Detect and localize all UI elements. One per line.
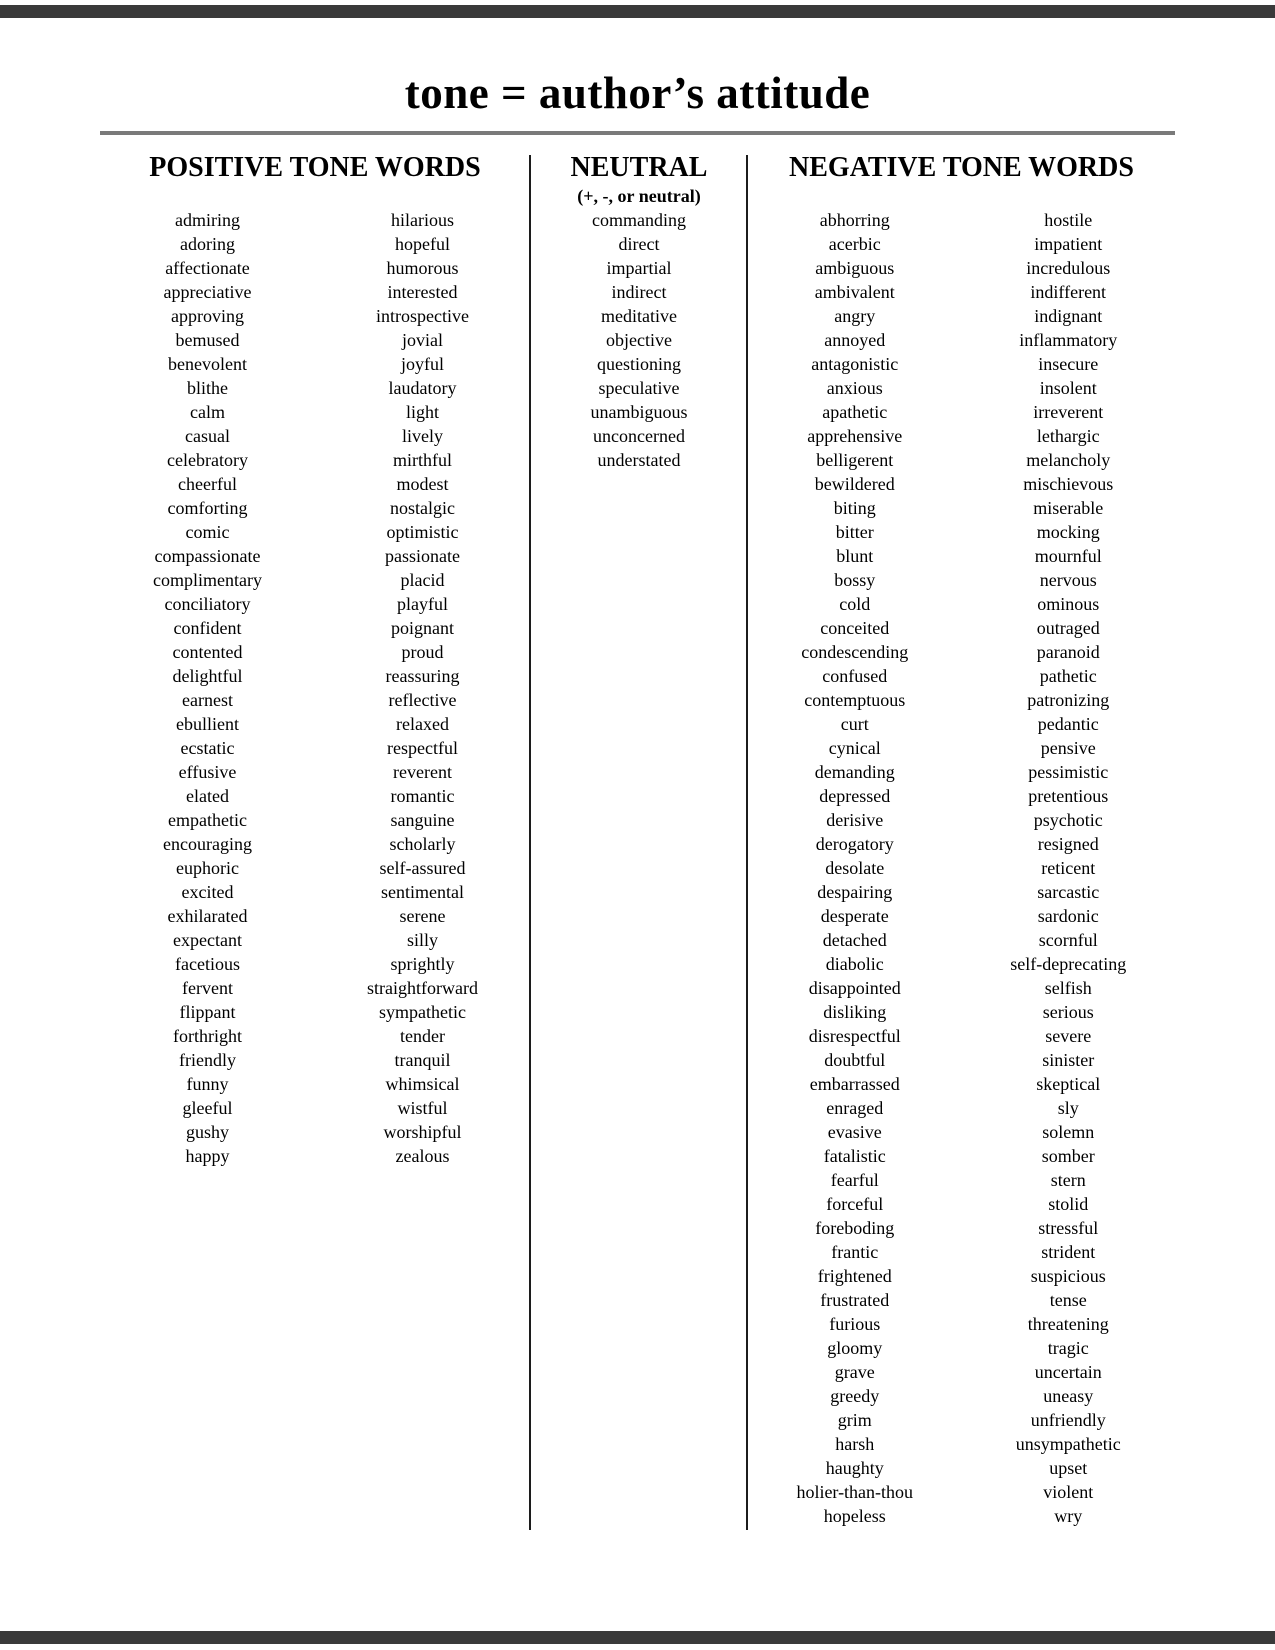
word-item: belligerent xyxy=(816,450,894,470)
word-item: threatening xyxy=(1027,1314,1109,1334)
word-item: gushy xyxy=(185,1122,229,1142)
word-item: unsympathetic xyxy=(1015,1434,1121,1454)
word-item: inflammatory xyxy=(1019,330,1118,350)
word-item: hilarious xyxy=(391,210,454,230)
word-item: light xyxy=(405,402,439,422)
word-item: disliking xyxy=(823,1002,887,1022)
word-item: severe xyxy=(1045,1026,1092,1046)
word-item: diabolic xyxy=(825,954,884,974)
word-item: pedantic xyxy=(1037,714,1099,734)
word-item: respectful xyxy=(387,738,458,758)
word-item: ambivalent xyxy=(814,282,895,302)
word-item: pessimistic xyxy=(1028,762,1109,782)
word-item: forceful xyxy=(826,1194,884,1214)
word-item: desolate xyxy=(825,858,885,878)
word-item: understated xyxy=(597,450,681,470)
word-item: depressed xyxy=(819,786,891,806)
word-item: mocking xyxy=(1036,522,1100,542)
word-item: questioning xyxy=(597,354,681,374)
word-item: impartial xyxy=(606,258,672,278)
word-item: ecstatic xyxy=(180,738,235,758)
word-item: enraged xyxy=(826,1098,884,1118)
word-item: nervous xyxy=(1039,570,1097,590)
word-item: gleeful xyxy=(182,1098,233,1118)
word-item: bewildered xyxy=(814,474,895,494)
word-item: stressful xyxy=(1038,1218,1099,1238)
word-item: commanding xyxy=(592,210,686,230)
word-item: sympathetic xyxy=(379,1002,466,1022)
word-item: ambiguous xyxy=(815,258,895,278)
word-item: adoring xyxy=(180,234,235,254)
word-item: acerbic xyxy=(828,234,881,254)
positive-word-column-2 xyxy=(315,208,530,1168)
word-item: somber xyxy=(1041,1146,1095,1166)
word-item: confident xyxy=(173,618,242,638)
word-item: outraged xyxy=(1036,618,1100,638)
word-item: stern xyxy=(1050,1170,1086,1190)
word-item: cold xyxy=(839,594,871,614)
word-item: uncertain xyxy=(1034,1362,1102,1382)
word-item: optimistic xyxy=(386,522,459,542)
word-item: antagonistic xyxy=(811,354,899,374)
word-item: indignant xyxy=(1034,306,1103,326)
word-item: mischievous xyxy=(1023,474,1114,494)
word-item: interested xyxy=(387,282,458,302)
word-item: tender xyxy=(400,1026,445,1046)
word-item: serious xyxy=(1042,1002,1094,1022)
word-item: disappointed xyxy=(808,978,901,998)
word-item: laudatory xyxy=(388,378,457,398)
section-divider-right xyxy=(746,155,748,1530)
word-item: pretentious xyxy=(1028,786,1109,806)
word-item: hopeless xyxy=(823,1506,886,1526)
word-item: hostile xyxy=(1044,210,1093,230)
word-item: ebullient xyxy=(176,714,239,734)
word-item: pathetic xyxy=(1039,666,1097,686)
word-item: mirthful xyxy=(393,450,452,470)
word-item: relaxed xyxy=(396,714,449,734)
word-item: wistful xyxy=(397,1098,448,1118)
word-item: effusive xyxy=(178,762,237,782)
negative-word-columns xyxy=(748,208,1175,1528)
word-item: passionate xyxy=(385,546,460,566)
word-item: blunt xyxy=(836,546,874,566)
word-item: gloomy xyxy=(827,1338,883,1358)
positive-word-column-1 xyxy=(100,208,315,1168)
word-item: elated xyxy=(186,786,229,806)
word-item: whimsical xyxy=(385,1074,460,1094)
word-item: empathetic xyxy=(168,810,247,830)
word-item: evasive xyxy=(827,1122,882,1142)
word-item: incredulous xyxy=(1026,258,1111,278)
word-item: friendly xyxy=(179,1050,236,1070)
word-item: flippant xyxy=(179,1002,236,1022)
neutral-tone-section xyxy=(530,150,748,472)
word-item: expectant xyxy=(173,930,242,950)
word-item: sanguine xyxy=(390,810,455,830)
word-item: funny xyxy=(186,1074,229,1094)
negative-word-column-2 xyxy=(962,208,1176,1528)
word-item: confused xyxy=(822,666,888,686)
word-item: greedy xyxy=(830,1386,880,1406)
word-item: patronizing xyxy=(1027,690,1110,710)
word-item: happy xyxy=(185,1146,230,1166)
word-item: bemused xyxy=(175,330,240,350)
negative-word-column-1 xyxy=(748,208,962,1528)
word-item: tense xyxy=(1049,1290,1087,1310)
neutral-section-subheading: (+, -, or neutral) xyxy=(577,186,701,206)
word-item: romantic xyxy=(390,786,455,806)
word-item: speculative xyxy=(598,378,680,398)
word-item: hopeful xyxy=(395,234,450,254)
word-item: sardonic xyxy=(1037,906,1099,926)
word-item: objective xyxy=(606,330,672,350)
word-item: reassuring xyxy=(385,666,460,686)
word-item: playful xyxy=(397,594,448,614)
word-item: upset xyxy=(1049,1458,1088,1478)
word-item: indifferent xyxy=(1030,282,1107,302)
word-item: meditative xyxy=(601,306,677,326)
negative-tone-section xyxy=(748,150,1175,1528)
section-divider-left xyxy=(529,155,531,1530)
word-item: selfish xyxy=(1044,978,1092,998)
word-item: casual xyxy=(185,426,230,446)
word-item: cynical xyxy=(828,738,881,758)
neutral-word-column xyxy=(530,208,748,472)
word-item: wry xyxy=(1054,1506,1083,1526)
word-item: skeptical xyxy=(1036,1074,1101,1094)
word-item: frantic xyxy=(831,1242,879,1262)
word-item: mournful xyxy=(1034,546,1102,566)
word-item: miserable xyxy=(1033,498,1104,518)
word-item: poignant xyxy=(391,618,454,638)
word-item: serene xyxy=(399,906,446,926)
word-item: comforting xyxy=(167,498,248,518)
word-item: worshipful xyxy=(383,1122,462,1142)
positive-tone-section xyxy=(100,150,530,1168)
word-item: unfriendly xyxy=(1030,1410,1106,1430)
page-title: tone = author’s attitude xyxy=(404,68,871,118)
word-item: approving xyxy=(171,306,244,326)
word-item: condescending xyxy=(801,642,909,662)
word-item: calm xyxy=(190,402,225,422)
word-item: abhorring xyxy=(819,210,890,230)
word-item: paranoid xyxy=(1036,642,1100,662)
word-item: sarcastic xyxy=(1037,882,1100,902)
word-item: unconcerned xyxy=(593,426,685,446)
word-item: desperate xyxy=(820,906,889,926)
word-item: conciliatory xyxy=(164,594,251,614)
neutral-section-heading: NEUTRAL xyxy=(570,152,708,183)
word-item: bossy xyxy=(834,570,876,590)
word-item: frightened xyxy=(817,1266,892,1286)
word-item: doubtful xyxy=(824,1050,886,1070)
word-item: strident xyxy=(1041,1242,1096,1262)
word-item: complimentary xyxy=(153,570,262,590)
word-item: anxious xyxy=(826,378,883,398)
word-item: exhilarated xyxy=(167,906,248,926)
word-item: contemptuous xyxy=(804,690,906,710)
word-item: detached xyxy=(822,930,887,950)
word-item: frustrated xyxy=(820,1290,890,1310)
word-item: derisive xyxy=(826,810,884,830)
word-item: jovial xyxy=(402,330,443,350)
word-item: uneasy xyxy=(1043,1386,1094,1406)
word-item: direct xyxy=(618,234,660,254)
word-item: curt xyxy=(840,714,869,734)
word-item: proud xyxy=(401,642,444,662)
word-item: nostalgic xyxy=(390,498,455,518)
word-item: stolid xyxy=(1048,1194,1089,1214)
word-item: embarrassed xyxy=(809,1074,900,1094)
word-item: melancholy xyxy=(1026,450,1111,470)
word-item: demanding xyxy=(814,762,895,782)
columns-container xyxy=(100,150,1175,1528)
word-item: modest xyxy=(396,474,449,494)
word-item: sentimental xyxy=(381,882,464,902)
word-item: suspicious xyxy=(1030,1266,1106,1286)
title-underline xyxy=(100,131,1175,135)
word-item: benevolent xyxy=(168,354,247,374)
word-item: grave xyxy=(834,1362,875,1382)
word-item: disrespectful xyxy=(808,1026,901,1046)
word-item: humorous xyxy=(386,258,459,278)
word-item: annoyed xyxy=(824,330,886,350)
word-item: impatient xyxy=(1034,234,1103,254)
word-item: excited xyxy=(181,882,234,902)
word-item: reticent xyxy=(1041,858,1096,878)
word-item: earnest xyxy=(182,690,233,710)
word-item: insolent xyxy=(1039,378,1097,398)
word-item: compassionate xyxy=(154,546,261,566)
word-item: placid xyxy=(400,570,445,590)
word-item: resigned xyxy=(1037,834,1099,854)
word-item: comic xyxy=(185,522,230,542)
word-item: grim xyxy=(837,1410,872,1430)
word-item: sprightly xyxy=(390,954,455,974)
word-item: foreboding xyxy=(815,1218,895,1238)
word-item: euphoric xyxy=(176,858,239,878)
word-item: silly xyxy=(406,930,438,950)
word-item: fervent xyxy=(182,978,233,998)
word-item: pensive xyxy=(1040,738,1096,758)
word-item: insecure xyxy=(1038,354,1099,374)
word-item: facetious xyxy=(175,954,240,974)
word-item: violent xyxy=(1043,1482,1094,1502)
word-item: tragic xyxy=(1047,1338,1089,1358)
word-item: fearful xyxy=(830,1170,879,1190)
word-item: celebratory xyxy=(167,450,248,470)
word-item: admiring xyxy=(175,210,240,230)
word-item: self-deprecating xyxy=(1010,954,1127,974)
word-item: despairing xyxy=(817,882,893,902)
word-item: sly xyxy=(1057,1098,1079,1118)
word-item: fatalistic xyxy=(823,1146,886,1166)
word-item: lively xyxy=(402,426,443,446)
word-item: indirect xyxy=(611,282,667,302)
word-item: self-assured xyxy=(379,858,466,878)
word-item: unambiguous xyxy=(590,402,688,422)
word-item: blithe xyxy=(187,378,228,398)
positive-word-columns xyxy=(100,208,530,1168)
word-item: scornful xyxy=(1038,930,1098,950)
negative-section-heading: NEGATIVE TONE WORDS xyxy=(789,152,1134,183)
word-item: apprehensive xyxy=(807,426,903,446)
word-item: zealous xyxy=(395,1146,450,1166)
word-item: irreverent xyxy=(1033,402,1104,422)
word-item: contented xyxy=(172,642,243,662)
word-item: apathetic xyxy=(822,402,888,422)
word-item: lethargic xyxy=(1036,426,1100,446)
word-item: harsh xyxy=(835,1434,875,1454)
word-item: encouraging xyxy=(163,834,252,854)
word-item: straightforward xyxy=(367,978,478,998)
word-item: conceited xyxy=(820,618,890,638)
word-item: holier-than-thou xyxy=(796,1482,914,1502)
word-item: haughty xyxy=(825,1458,884,1478)
word-item: furious xyxy=(829,1314,881,1334)
word-item: biting xyxy=(833,498,876,518)
word-item: bitter xyxy=(835,522,874,542)
word-item: scholarly xyxy=(389,834,456,854)
word-item: psychotic xyxy=(1033,810,1103,830)
word-item: solemn xyxy=(1042,1122,1095,1142)
word-item: angry xyxy=(834,306,876,326)
word-item: cheerful xyxy=(178,474,237,494)
word-item: delightful xyxy=(172,666,243,686)
word-item: sinister xyxy=(1042,1050,1095,1070)
word-item: ominous xyxy=(1037,594,1100,614)
word-item: tranquil xyxy=(394,1050,451,1070)
scan-artifact-bottom-bar xyxy=(0,1631,1275,1644)
word-item: introspective xyxy=(376,306,469,326)
word-item: appreciative xyxy=(163,282,252,302)
word-item: forthright xyxy=(173,1026,242,1046)
scan-artifact-top-bar xyxy=(0,5,1275,18)
word-item: reverent xyxy=(393,762,452,782)
word-item: affectionate xyxy=(165,258,250,278)
word-item: derogatory xyxy=(815,834,894,854)
word-item: joyful xyxy=(401,354,444,374)
word-item: reflective xyxy=(388,690,457,710)
positive-section-heading: POSITIVE TONE WORDS xyxy=(149,152,481,183)
